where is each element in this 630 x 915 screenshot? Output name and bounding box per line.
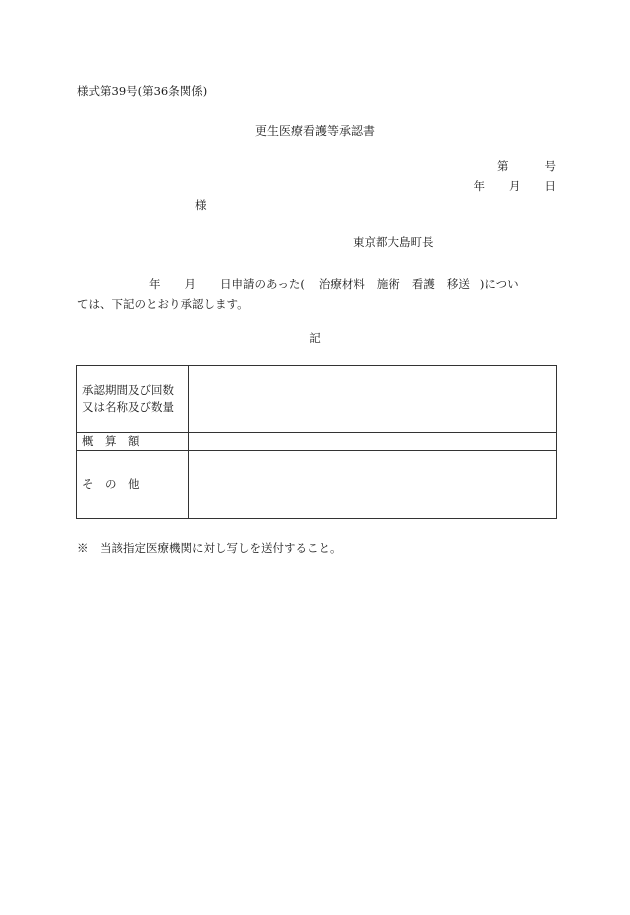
body-item-procedure: 施術 [376,277,400,291]
document-title: 更生医療看護等承認書 [254,124,375,138]
approval-body-text [77,274,557,314]
issuer-name: 東京都大島町長 [353,235,434,249]
document-number [497,161,556,173]
form-number: 様式第39号(第36条関係) [77,84,208,98]
other-value-cell [189,451,557,519]
document-date [474,181,557,193]
table-row [77,366,557,433]
body-item-nursing: 看護 [411,277,435,291]
approval-period-label-line2: 又は名称及び数量 [82,400,174,414]
table-row [77,451,557,519]
estimated-amount-value-cell [189,433,557,451]
table-row [77,433,557,451]
body-item-transport: 移送 [446,277,470,291]
estimated-amount-label: 概 算 額 [77,433,189,451]
doc-number-suffix: 号 [544,159,556,173]
body-suffix: )につい [479,277,519,291]
date-year: 年 [473,179,485,193]
approval-period-label-cell [77,366,189,433]
approval-period-value-cell [189,366,557,433]
body-line2: ては、下記のとおり承認します。 [77,297,249,311]
other-label: そ の 他 [77,451,189,519]
body-item-treatment-material: 治療材料 [318,277,365,291]
date-month: 月 [509,179,521,193]
addressee-suffix: 様 [195,198,207,212]
body-year: 年 [149,277,161,291]
body-month: 月 [184,277,196,291]
doc-number-prefix: 第 [497,159,509,173]
approval-details-table [76,365,557,519]
footnote: ※ 当該指定医療機関に対し写しを送付すること。 [77,541,342,555]
body-day-prefix: 日申請のあった( [220,277,305,291]
ki-heading: 記 [309,331,321,345]
date-day: 日 [544,179,556,193]
approval-period-label-line1: 承認期間及び回数 [82,383,174,397]
